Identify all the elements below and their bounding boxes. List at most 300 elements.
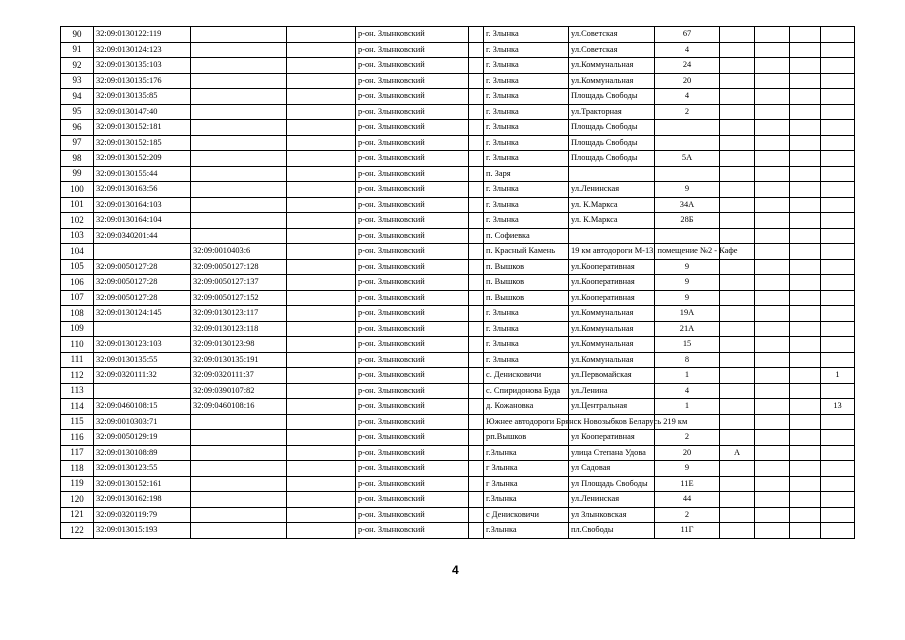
cadastral-number-2-cell: 32:09:0460108:16 <box>191 399 287 415</box>
row-number-cell: 109 <box>61 321 94 337</box>
locality-cell: г. Злынка <box>484 197 569 213</box>
cadastral-number-2-cell <box>191 430 287 446</box>
blank-cell <box>287 337 356 353</box>
blank-narrow-cell <box>469 197 484 213</box>
locality-cell: г.Злынка <box>484 492 569 508</box>
table-row <box>61 306 855 322</box>
cadastral-number-cell: 32:09:0130152:161 <box>94 476 191 492</box>
cadastral-number-cell <box>94 383 191 399</box>
extra-cell-2 <box>755 89 790 105</box>
cadastral-number-cell: 32:09:0130123:55 <box>94 461 191 477</box>
cadastral-number-2-cell <box>191 135 287 151</box>
blank-narrow-cell <box>469 213 484 229</box>
cadastral-number-cell: 32:09:0050129:19 <box>94 430 191 446</box>
table-row <box>61 383 855 399</box>
cadastral-number-2-cell <box>191 461 287 477</box>
blank-narrow-cell <box>469 151 484 167</box>
cadastral-number-cell: 32:09:0050127:28 <box>94 290 191 306</box>
cadastral-number-cell: 32:09:0130135:55 <box>94 352 191 368</box>
table-row <box>61 58 855 74</box>
locality-cell: г. Злынка <box>484 58 569 74</box>
locality-cell: п. Софиевка <box>484 228 569 244</box>
extra-cell-4 <box>821 275 855 291</box>
cadastral-number-cell: 32:09:0130164:104 <box>94 213 191 229</box>
street-cell: ул.Ленинская <box>569 182 655 198</box>
cadastral-number-cell: 32:09:0130123:103 <box>94 337 191 353</box>
locality-cell: г. Злынка <box>484 337 569 353</box>
extra-cell-3 <box>790 244 821 260</box>
extra-cell-3 <box>790 135 821 151</box>
street-cell: ул.Коммунальная <box>569 73 655 89</box>
blank-cell <box>287 213 356 229</box>
extra-cell-3 <box>790 352 821 368</box>
extra-cell-2 <box>755 58 790 74</box>
cadastral-number-cell: 32:09:0130122:119 <box>94 27 191 43</box>
house-number-cell: 9 <box>655 275 720 291</box>
house-number-cell: 2 <box>655 507 720 523</box>
locality-cell: г. Злынка <box>484 27 569 43</box>
extra-cell-2 <box>755 244 790 260</box>
extra-cell-4 <box>821 414 855 430</box>
blank-cell <box>287 275 356 291</box>
street-cell: ул.Коммунальная <box>569 58 655 74</box>
extra-cell-4 <box>821 523 855 539</box>
blank-cell <box>287 368 356 384</box>
locality-cell: г.Злынка <box>484 523 569 539</box>
district-cell: р-он. Злынковский <box>356 337 469 353</box>
extra-cell-1 <box>720 104 755 120</box>
page-number: 4 <box>452 563 459 577</box>
cadastral-number-cell: 32:09:0320111:32 <box>94 368 191 384</box>
locality-cell: г. Злынка <box>484 182 569 198</box>
blank-cell <box>287 461 356 477</box>
table-row <box>61 368 855 384</box>
extra-cell-2 <box>755 228 790 244</box>
extra-cell-2 <box>755 213 790 229</box>
blank-cell <box>287 197 356 213</box>
street-cell: ул.Кооперативная <box>569 259 655 275</box>
district-cell: р-он. Злынковский <box>356 135 469 151</box>
extra-cell-3 <box>790 368 821 384</box>
extra-cell-2 <box>755 166 790 182</box>
district-cell: р-он. Злынковский <box>356 430 469 446</box>
locality-cell: г Злынка <box>484 461 569 477</box>
extra-cell-3 <box>790 290 821 306</box>
district-cell: р-он. Злынковский <box>356 507 469 523</box>
cadastral-number-cell: 32:09:0130152:181 <box>94 120 191 136</box>
extra-cell-3 <box>790 197 821 213</box>
district-cell: р-он. Злынковский <box>356 383 469 399</box>
extra-cell-3 <box>790 182 821 198</box>
row-number-cell: 102 <box>61 213 94 229</box>
street-cell: 19 км автодороги М-13, помещение №2 - Кафе <box>569 244 655 260</box>
blank-cell <box>287 73 356 89</box>
blank-cell <box>287 352 356 368</box>
extra-cell-3 <box>790 430 821 446</box>
table-row <box>61 507 855 523</box>
blank-narrow-cell <box>469 321 484 337</box>
cadastral-number-2-cell: 32:09:0390107:82 <box>191 383 287 399</box>
house-number-cell <box>655 228 720 244</box>
district-cell: р-он. Злынковский <box>356 306 469 322</box>
extra-cell-1 <box>720 476 755 492</box>
house-number-cell: 21А <box>655 321 720 337</box>
extra-cell-1 <box>720 166 755 182</box>
row-number-cell: 114 <box>61 399 94 415</box>
blank-cell <box>287 27 356 43</box>
house-number-cell: 8 <box>655 352 720 368</box>
cadastral-number-2-cell: 32:09:0010403:6 <box>191 244 287 260</box>
cadastral-number-2-cell <box>191 27 287 43</box>
blank-narrow-cell <box>469 275 484 291</box>
locality-cell: г. Злынка <box>484 135 569 151</box>
extra-cell-3 <box>790 213 821 229</box>
blank-cell <box>287 58 356 74</box>
cadastral-number-cell: 32:09:0130108:89 <box>94 445 191 461</box>
extra-cell-2 <box>755 414 790 430</box>
extra-cell-3 <box>790 27 821 43</box>
cadastral-number-2-cell <box>191 228 287 244</box>
table-row <box>61 27 855 43</box>
locality-cell: г. Злынка <box>484 306 569 322</box>
district-cell: р-он. Злынковский <box>356 399 469 415</box>
blank-narrow-cell <box>469 368 484 384</box>
house-number-cell <box>655 166 720 182</box>
district-cell: р-он. Злынковский <box>356 352 469 368</box>
street-cell: ул Кооперативная <box>569 430 655 446</box>
cadastral-number-cell: 32:09:0130135:176 <box>94 73 191 89</box>
district-cell: р-он. Злынковский <box>356 120 469 136</box>
district-cell: р-он. Злынковский <box>356 445 469 461</box>
extra-cell-2 <box>755 120 790 136</box>
locality-cell: г. Злынка <box>484 352 569 368</box>
blank-cell <box>287 259 356 275</box>
locality-cell: п. Вышков <box>484 275 569 291</box>
cadastral-number-2-cell: 32:09:0130123:98 <box>191 337 287 353</box>
extra-cell-2 <box>755 182 790 198</box>
extra-cell-3 <box>790 104 821 120</box>
locality-cell: с Денисковичи <box>484 507 569 523</box>
locality-cell: г.Злынка <box>484 445 569 461</box>
extra-cell-1 <box>720 399 755 415</box>
extra-cell-3 <box>790 120 821 136</box>
extra-cell-4 <box>821 89 855 105</box>
locality-cell: г Злынка <box>484 476 569 492</box>
extra-cell-3 <box>790 523 821 539</box>
extra-cell-2 <box>755 259 790 275</box>
street-cell: пл.Свободы <box>569 523 655 539</box>
house-number-cell: 20 <box>655 445 720 461</box>
cadastral-number-2-cell <box>191 476 287 492</box>
extra-cell-1 <box>720 197 755 213</box>
street-cell: ул.Коммунальная <box>569 337 655 353</box>
cadastral-number-cell: 32:09:0130164:103 <box>94 197 191 213</box>
locality-cell: г. Злынка <box>484 89 569 105</box>
blank-cell <box>287 445 356 461</box>
street-cell: ул.Советская <box>569 42 655 58</box>
cadastral-number-2-cell: 32:09:0050127:152 <box>191 290 287 306</box>
extra-cell-2 <box>755 492 790 508</box>
blank-narrow-cell <box>469 120 484 136</box>
district-cell: р-он. Злынковский <box>356 523 469 539</box>
extra-cell-4: 1 <box>821 368 855 384</box>
extra-cell-1 <box>720 337 755 353</box>
blank-narrow-cell <box>469 306 484 322</box>
blank-narrow-cell <box>469 290 484 306</box>
extra-cell-2 <box>755 461 790 477</box>
district-cell: р-он. Злынковский <box>356 321 469 337</box>
table-row <box>61 135 855 151</box>
table-row <box>61 445 855 461</box>
extra-cell-1 <box>720 414 755 430</box>
row-number-cell: 116 <box>61 430 94 446</box>
street-cell: ул.Ленинская <box>569 492 655 508</box>
house-number-cell: 20 <box>655 73 720 89</box>
street-cell <box>569 414 655 430</box>
extra-cell-1 <box>720 275 755 291</box>
locality-cell: г. Злынка <box>484 73 569 89</box>
street-cell: ул. К.Маркса <box>569 213 655 229</box>
cadastral-number-2-cell <box>191 120 287 136</box>
blank-narrow-cell <box>469 135 484 151</box>
house-number-cell: 15 <box>655 337 720 353</box>
blank-narrow-cell <box>469 337 484 353</box>
row-number-cell: 99 <box>61 166 94 182</box>
extra-cell-3 <box>790 89 821 105</box>
blank-narrow-cell <box>469 166 484 182</box>
cadastral-number-2-cell: 32:09:0320111:37 <box>191 368 287 384</box>
extra-cell-1 <box>720 213 755 229</box>
extra-cell-4 <box>821 492 855 508</box>
district-cell: р-он. Злынковский <box>356 259 469 275</box>
house-number-cell: 28Б <box>655 213 720 229</box>
house-number-cell: 11Е <box>655 476 720 492</box>
extra-cell-4 <box>821 73 855 89</box>
row-number-cell: 90 <box>61 27 94 43</box>
extra-cell-1 <box>720 492 755 508</box>
extra-cell-4 <box>821 213 855 229</box>
street-cell <box>569 166 655 182</box>
extra-cell-3 <box>790 166 821 182</box>
house-number-cell: 19А <box>655 306 720 322</box>
blank-narrow-cell <box>469 399 484 415</box>
extra-cell-4 <box>821 151 855 167</box>
cadastral-number-cell: 32:09:0340201:44 <box>94 228 191 244</box>
extra-cell-2 <box>755 73 790 89</box>
blank-cell <box>287 476 356 492</box>
blank-narrow-cell <box>469 461 484 477</box>
cadastral-number-2-cell <box>191 414 287 430</box>
extra-cell-2 <box>755 445 790 461</box>
district-cell: р-он. Злынковский <box>356 414 469 430</box>
cadastral-number-cell: 32:09:0130162:198 <box>94 492 191 508</box>
table-row <box>61 182 855 198</box>
blank-narrow-cell <box>469 58 484 74</box>
row-number-cell: 119 <box>61 476 94 492</box>
district-cell: р-он. Злынковский <box>356 368 469 384</box>
cadastral-number-cell <box>94 244 191 260</box>
table-row <box>61 197 855 213</box>
locality-cell: Южнее автодороги Брянск Новозыбков Беларусь 219 км <box>484 414 569 430</box>
house-number-cell: 4 <box>655 383 720 399</box>
extra-cell-3 <box>790 58 821 74</box>
extra-cell-1 <box>720 259 755 275</box>
extra-cell-1 <box>720 27 755 43</box>
house-number-cell: 4 <box>655 89 720 105</box>
district-cell: р-он. Злынковский <box>356 58 469 74</box>
district-cell: р-он. Злынковский <box>356 42 469 58</box>
blank-narrow-cell <box>469 507 484 523</box>
extra-cell-1 <box>720 290 755 306</box>
table-row <box>61 244 855 260</box>
blank-narrow-cell <box>469 104 484 120</box>
row-number-cell: 111 <box>61 352 94 368</box>
extra-cell-1 <box>720 182 755 198</box>
cadastral-number-cell: 32:09:0050127:28 <box>94 259 191 275</box>
house-number-cell: 44 <box>655 492 720 508</box>
extra-cell-4 <box>821 135 855 151</box>
extra-cell-4 <box>821 306 855 322</box>
table-row <box>61 104 855 120</box>
row-number-cell: 106 <box>61 275 94 291</box>
extra-cell-4 <box>821 27 855 43</box>
locality-cell: рп.Вышков <box>484 430 569 446</box>
house-number-cell: 24 <box>655 58 720 74</box>
district-cell: р-он. Злынковский <box>356 290 469 306</box>
row-number-cell: 100 <box>61 182 94 198</box>
extra-cell-2 <box>755 290 790 306</box>
blank-narrow-cell <box>469 476 484 492</box>
blank-cell <box>287 399 356 415</box>
blank-narrow-cell <box>469 244 484 260</box>
row-number-cell: 113 <box>61 383 94 399</box>
extra-cell-1 <box>720 368 755 384</box>
locality-cell: г. Злынка <box>484 42 569 58</box>
street-cell: ул Площадь Свободы <box>569 476 655 492</box>
street-cell: улица Степана Удова <box>569 445 655 461</box>
locality-cell: г. Злынка <box>484 321 569 337</box>
cadastral-number-2-cell: 32:09:0130123:117 <box>191 306 287 322</box>
extra-cell-4 <box>821 104 855 120</box>
row-number-cell: 117 <box>61 445 94 461</box>
extra-cell-1 <box>720 507 755 523</box>
house-number-cell: 9 <box>655 259 720 275</box>
extra-cell-2 <box>755 27 790 43</box>
extra-cell-2 <box>755 306 790 322</box>
row-number-cell: 121 <box>61 507 94 523</box>
cadastral-number-2-cell: 32:09:0130123:118 <box>191 321 287 337</box>
blank-cell <box>287 166 356 182</box>
district-cell: р-он. Злынковский <box>356 89 469 105</box>
cadastral-number-2-cell <box>191 213 287 229</box>
locality-cell: г. Злынка <box>484 213 569 229</box>
table-row <box>61 259 855 275</box>
extra-cell-3 <box>790 337 821 353</box>
table-row <box>61 120 855 136</box>
row-number-cell: 91 <box>61 42 94 58</box>
cadastral-number-2-cell <box>191 104 287 120</box>
cadastral-number-cell: 32:09:0050127:28 <box>94 275 191 291</box>
extra-cell-4 <box>821 182 855 198</box>
district-cell: р-он. Злынковский <box>356 461 469 477</box>
cadastral-number-cell: 32:09:0130152:209 <box>94 151 191 167</box>
house-number-cell: 1 <box>655 368 720 384</box>
extra-cell-2 <box>755 383 790 399</box>
district-cell: р-он. Злынковский <box>356 27 469 43</box>
row-number-cell: 103 <box>61 228 94 244</box>
cadastral-number-cell: 32:09:0130135:85 <box>94 89 191 105</box>
street-cell: Площадь Свободы <box>569 135 655 151</box>
district-cell: р-он. Злынковский <box>356 73 469 89</box>
house-number-cell: 9 <box>655 461 720 477</box>
registry-table <box>60 26 855 539</box>
street-cell: ул. К.Маркса <box>569 197 655 213</box>
extra-cell-2 <box>755 197 790 213</box>
house-number-cell: 4 <box>655 42 720 58</box>
district-cell: р-он. Злынковский <box>356 228 469 244</box>
table-row <box>61 213 855 229</box>
extra-cell-3 <box>790 476 821 492</box>
extra-cell-4 <box>821 476 855 492</box>
street-cell: ул.Коммунальная <box>569 306 655 322</box>
blank-cell <box>287 182 356 198</box>
row-number-cell: 93 <box>61 73 94 89</box>
cadastral-number-2-cell <box>191 492 287 508</box>
extra-cell-3 <box>790 507 821 523</box>
row-number-cell: 96 <box>61 120 94 136</box>
blank-cell <box>287 228 356 244</box>
cadastral-number-2-cell: 32:09:0050127:128 <box>191 259 287 275</box>
blank-cell <box>287 321 356 337</box>
extra-cell-2 <box>755 430 790 446</box>
blank-narrow-cell <box>469 27 484 43</box>
row-number-cell: 118 <box>61 461 94 477</box>
blank-cell <box>287 120 356 136</box>
extra-cell-1 <box>720 461 755 477</box>
extra-cell-2 <box>755 337 790 353</box>
street-cell: ул.Советская <box>569 27 655 43</box>
extra-cell-4 <box>821 244 855 260</box>
cadastral-number-2-cell: 32:09:0050127:137 <box>191 275 287 291</box>
house-number-cell <box>655 120 720 136</box>
street-cell: ул.Центральная <box>569 399 655 415</box>
house-number-cell: 67 <box>655 27 720 43</box>
extra-cell-1 <box>720 73 755 89</box>
street-cell: ул.Коммунальная <box>569 321 655 337</box>
cadastral-number-2-cell <box>191 507 287 523</box>
house-number-cell: 9 <box>655 182 720 198</box>
house-number-cell: 34А <box>655 197 720 213</box>
cadastral-number-2-cell <box>191 182 287 198</box>
district-cell: р-он. Злынковский <box>356 213 469 229</box>
extra-cell-2 <box>755 368 790 384</box>
extra-cell-2 <box>755 42 790 58</box>
extra-cell-4 <box>821 259 855 275</box>
extra-cell-1 <box>720 151 755 167</box>
extra-cell-4 <box>821 290 855 306</box>
blank-cell <box>287 135 356 151</box>
locality-cell: с. Спиридонова Буда <box>484 383 569 399</box>
locality-cell: п. Красный Камень <box>484 244 569 260</box>
table-row <box>61 151 855 167</box>
table-row <box>61 476 855 492</box>
extra-cell-1 <box>720 135 755 151</box>
extra-cell-3 <box>790 228 821 244</box>
extra-cell-1 <box>720 58 755 74</box>
extra-cell-3 <box>790 321 821 337</box>
table-row <box>61 461 855 477</box>
street-cell: Площадь Свободы <box>569 120 655 136</box>
